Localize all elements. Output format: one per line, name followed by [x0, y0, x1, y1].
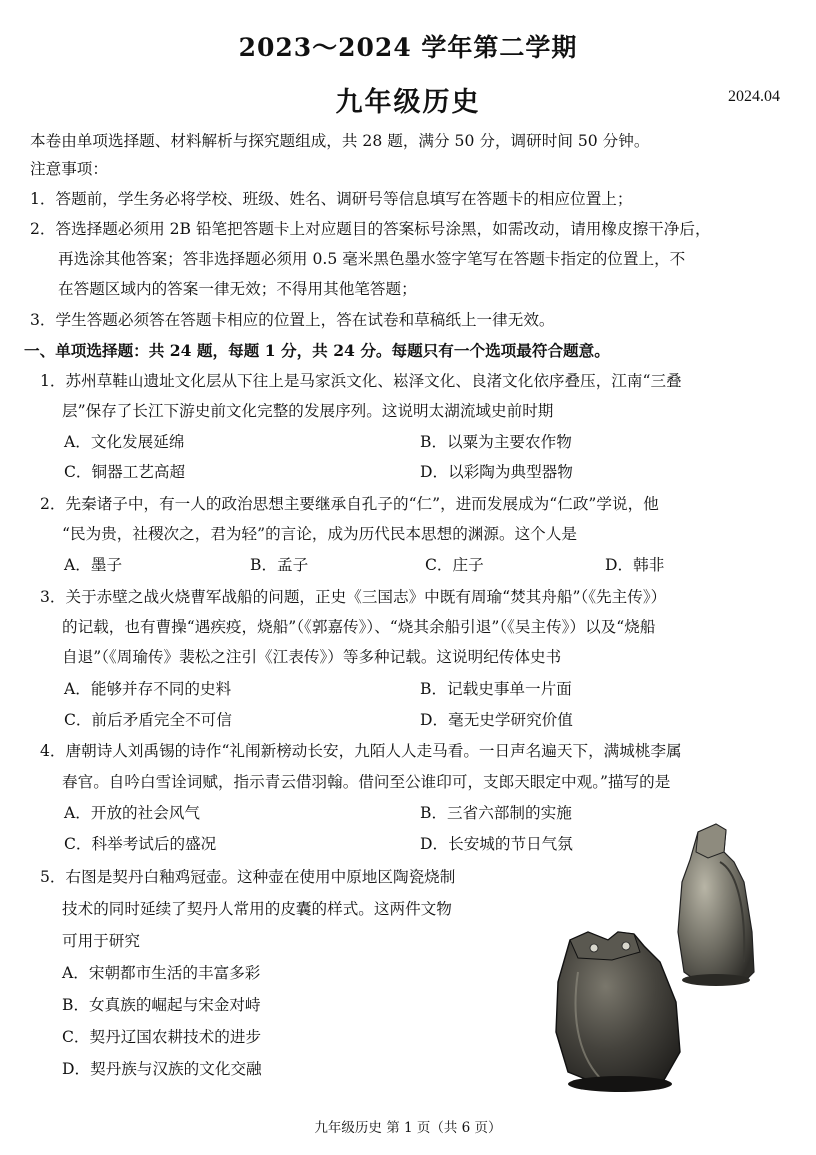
- q1-stem-line-1: 1．苏州草鞋山遗址文化层从下往上是马家浜文化、崧泽文化、良渚文化依序叠压，江南“三叠: [40, 372, 682, 390]
- q4-option-d: D．长安城的节日气氛: [420, 835, 573, 853]
- q2-option-a: A．墨子: [64, 556, 123, 574]
- q4-stem-line-1: 4．唐朝诗人刘禹锡的诗作“礼闱新榜动长安，九陌人人走马看。一日声名遍天下，满城桃李属: [40, 742, 682, 760]
- q5-option-a: A．宋朝都市生活的丰富多彩: [62, 964, 261, 982]
- q1-option-c: C．铜器工艺高超: [64, 463, 186, 481]
- exam-term-title: 2023～2024 学年第二学期: [238, 33, 578, 62]
- note-1: 1．答题前，学生务必将学校、班级、姓名、调研号等信息填写在答题卡的相应位置上；: [30, 190, 633, 208]
- q5-stem-line-3: 可用于研究: [62, 932, 140, 950]
- q3-stem-line-1: 3．关于赤壁之战火烧曹军战船的问题，正史《三国志》中既有周瑜“焚其舟船”（《先主传》）: [40, 588, 667, 606]
- q5-option-d: D．契丹族与汉族的文化交融: [62, 1060, 262, 1078]
- q2-option-d: D．韩非: [605, 556, 665, 574]
- q3-option-c: C．前后矛盾完全不可信: [64, 711, 232, 729]
- q3-option-b: B．记载史事单一片面: [420, 680, 572, 698]
- q4-option-b: B．三省六部制的实施: [420, 804, 572, 822]
- q5-option-b: B．女真族的崛起与宋金对峙: [62, 996, 261, 1014]
- flask-front: [556, 932, 680, 1092]
- section-1-heading: 一、单项选择题：共 24 题，每题 1 分，共 24 分。每题只有一个选项最符合题意。: [24, 341, 610, 360]
- q2-option-b: B．孟子: [250, 556, 309, 574]
- notes-title: 注意事项：: [30, 160, 108, 178]
- cockscomb-flask-photo: [548, 822, 798, 1097]
- flask-back: [678, 824, 754, 986]
- q1-option-a: A．文化发展延绵: [64, 433, 185, 451]
- q2-option-c: C．庄子: [425, 556, 484, 574]
- q5-option-c: C．契丹辽国农耕技术的进步: [62, 1028, 262, 1046]
- q5-stem-line-2: 技术的同时延续了契丹人常用的皮囊的样式。这两件文物: [62, 900, 452, 918]
- q2-stem-line-2: “民为贵，社稷次之，君为轻”的言论，成为历代民本思想的渊源。这个人是: [62, 525, 577, 543]
- note-3: 3．学生答题必须答在答题卡相应的位置上，答在试卷和草稿纸上一律无效。: [30, 311, 555, 329]
- q3-stem-line-2: 的记载，也有曹操“遇疾疫，烧船”（《郭嘉传》）、“烧其余船引退”（《吴主传》）以及“烧船: [62, 618, 656, 636]
- note-2-line-2: 再选涂其他答案；答非选择题必须用 0.5 毫米黑色墨水签字笔写在答题卡指定的位置上，不: [58, 250, 686, 268]
- q3-option-d: D．毫无史学研究价值: [420, 711, 573, 729]
- q4-option-c: C．科举考试后的盛况: [64, 835, 217, 853]
- q4-stem-line-2: 春官。自吟白雪诠词赋，指示青云借羽翰。借问至公谁印可，支郎天眼定中观。”描写的是: [62, 773, 671, 791]
- q1-stem-line-2: 层”保存了长江下游史前文化完整的发展序列。这说明太湖流域史前时期: [62, 402, 554, 420]
- q3-stem-line-3: 自退”（《周瑜传》裴松之注引《江表传》）等多种记载。这说明纪传体史书: [62, 648, 562, 666]
- exam-date: 2024.04: [728, 88, 780, 105]
- q1-option-d: D．以彩陶为典型器物: [420, 463, 573, 481]
- note-2-line-3: 在答题区域内的答案一律无效；不得用其他笔答题；: [58, 280, 417, 298]
- page-footer: 九年级历史 第 1 页（共 6 页）: [314, 1120, 502, 1136]
- exam-subject-title: 九年级历史: [335, 87, 481, 118]
- q1-option-b: B．以粟为主要农作物: [420, 433, 572, 451]
- exam-intro: 本卷由单项选择题、材料解析与探究题组成，共 28 题，满分 50 分，调研时间 50 分钟。: [30, 132, 650, 150]
- q5-stem-line-1: 5．右图是契丹白釉鸡冠壶。这种壶在使用中原地区陶瓷烧制: [40, 868, 456, 886]
- q2-stem-line-1: 2．先秦诸子中，有一人的政治思想主要继承自孔子的“仁”，进而发展成为“仁政”学说，他: [40, 495, 659, 513]
- note-2-line-1: 2．答选择题必须用 2B 铅笔把答题卡上对应题目的答案标号涂黑，如需改动，请用橡皮擦干净后，: [30, 220, 711, 238]
- q4-option-a: A．开放的社会风气: [64, 804, 201, 822]
- q3-option-a: A．能够并存不同的史料: [64, 680, 232, 698]
